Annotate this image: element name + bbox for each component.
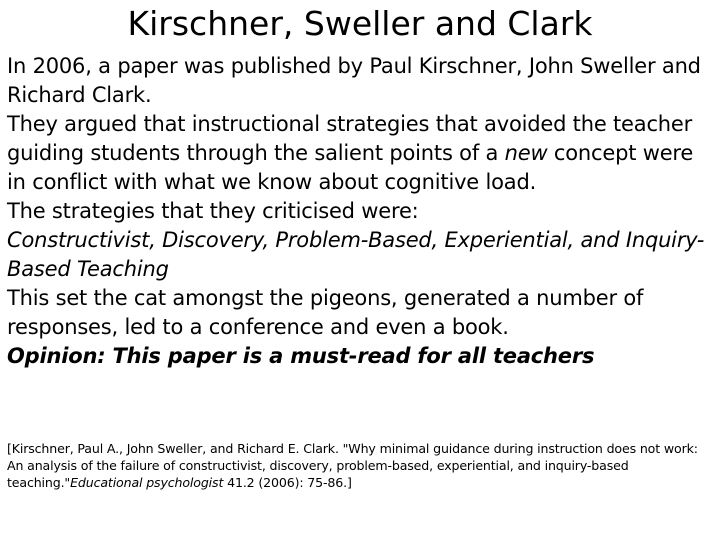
argument-emphasis: new — [504, 141, 548, 165]
paragraph-argument — [7, 110, 713, 197]
argument-text-start: They argued that instructional strategies that avoided the teacher guiding students through the salient points of a — [7, 112, 693, 165]
paragraph-opinion: Opinion: This paper is a must-read for all teachers — [7, 344, 595, 368]
argument-text-end: concept were in conflict with what we know about cognitive load. — [7, 141, 694, 194]
paragraph-strategies-list: Constructivist, Discovery, Problem-Based, Experiential, and Inquiry-Based Teaching — [7, 228, 705, 281]
paragraph-strategies-intro: The strategies that they criticised were: — [7, 199, 419, 223]
citation — [7, 440, 715, 491]
citation-text — [7, 440, 715, 491]
paragraph-reaction: This set the cat amongst the pigeons, generated a number of responses, led to a conference and even a book. — [7, 286, 644, 339]
slide-body — [7, 52, 713, 371]
citation-volume-pages: 41.2 (2006): 75-86.] — [223, 475, 352, 490]
slide-title: Kirschner, Sweller and Clark — [127, 4, 593, 43]
citation-reference: [Kirschner, Paul A., John Sweller, and Richard E. Clark. "Why minimal guidance during instruction does not work: An analysis of the failure of constructivist, discovery, problem-based, experiential, and inquiry-based teaching." — [7, 441, 698, 490]
citation-journal: Educational psychologist — [70, 475, 224, 490]
paragraph-publication: In 2006, a paper was published by Paul Kirschner, John Sweller and Richard Clark. — [7, 54, 701, 107]
